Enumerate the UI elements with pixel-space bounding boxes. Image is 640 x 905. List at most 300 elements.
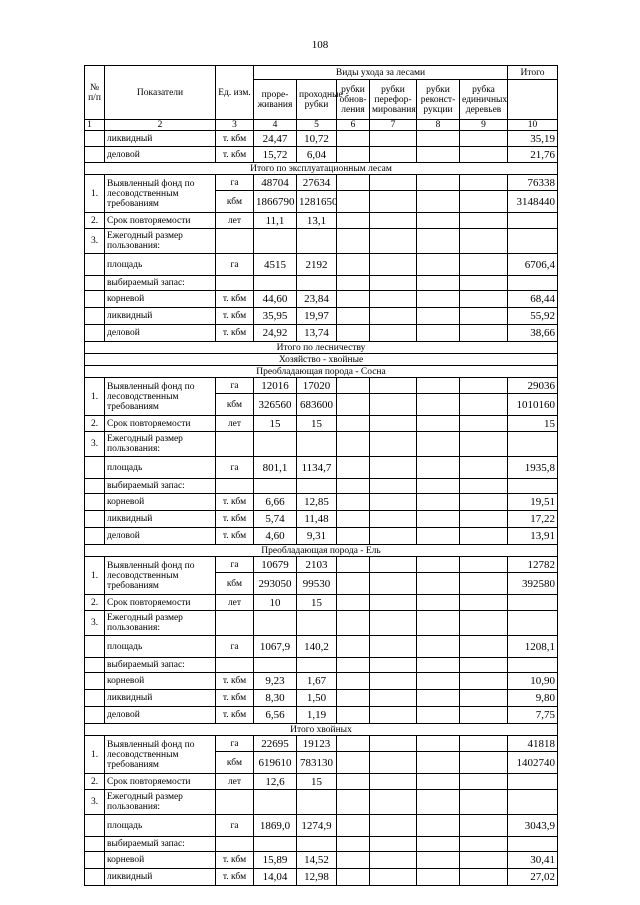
row-number: 1. — [85, 378, 105, 416]
num-cell — [85, 254, 105, 276]
empty-cell — [370, 690, 417, 707]
empty-cell — [370, 557, 417, 573]
num-cell — [85, 636, 105, 658]
empty-cell — [460, 416, 508, 432]
table-row — [85, 479, 558, 494]
value-passage: 99530 — [297, 573, 337, 595]
empty-cell — [370, 852, 417, 869]
indicator-label: Срок повторяемости — [105, 595, 216, 611]
empty-cell — [337, 611, 370, 636]
value-total: 3148440 — [508, 191, 558, 213]
empty-cell — [337, 416, 370, 432]
indicator-label: Выявленный фонд по лесоводственным требованиям — [105, 378, 216, 416]
unit-cell: т. кбм — [216, 528, 254, 545]
empty-cell — [297, 432, 337, 457]
empty-cell — [297, 837, 337, 852]
table-row — [85, 869, 558, 886]
value-thinning: 11,1 — [254, 213, 297, 229]
empty-cell — [370, 528, 417, 545]
value-passage: 1274,9 — [297, 815, 337, 837]
indicator-label: деловой — [105, 528, 216, 545]
empty-cell — [460, 690, 508, 707]
table-row — [85, 276, 558, 291]
section-header-row — [85, 354, 558, 366]
table-row — [85, 815, 558, 837]
value-thinning: 326560 — [254, 394, 297, 416]
empty-cell — [370, 736, 417, 752]
value-total: 10,90 — [508, 673, 558, 690]
unit-cell: т. кбм — [216, 707, 254, 724]
num-cell — [85, 869, 105, 886]
unit-cell: га — [216, 457, 254, 479]
empty-cell — [337, 869, 370, 886]
section-header: Хозяйство - хвойные — [85, 354, 558, 366]
table-row — [85, 325, 558, 342]
column-numbers-row — [85, 120, 558, 131]
row-number: 3. — [85, 790, 105, 815]
value-passage: 14,52 — [297, 852, 337, 869]
empty-cell — [370, 752, 417, 774]
empty-cell — [370, 595, 417, 611]
unit-cell: т. кбм — [216, 673, 254, 690]
section-header-row — [85, 163, 558, 175]
empty-cell — [370, 479, 417, 494]
value-thinning: 48704 — [254, 175, 297, 191]
empty-cell — [337, 479, 370, 494]
empty-cell — [370, 308, 417, 325]
value-total: 30,41 — [508, 852, 558, 869]
unit-cell: лет — [216, 595, 254, 611]
value-total: 76338 — [508, 175, 558, 191]
header-total-blank — [508, 80, 558, 120]
empty-cell — [370, 276, 417, 291]
indicator-label: выбираемый запас: — [105, 479, 216, 494]
column-number: 8 — [417, 120, 460, 131]
unit-cell: т. кбм — [216, 131, 254, 147]
unit-cell: га — [216, 175, 254, 191]
empty-cell — [417, 325, 460, 342]
value-total: 9,80 — [508, 690, 558, 707]
empty-cell — [460, 131, 508, 147]
empty-cell — [417, 869, 460, 886]
header-indicators: Показатели — [105, 66, 216, 120]
empty-cell — [460, 528, 508, 545]
value-total: 1010160 — [508, 394, 558, 416]
empty-cell — [417, 511, 460, 528]
value-passage: 15 — [297, 416, 337, 432]
header-unit: Ед. изм. — [216, 66, 254, 120]
unit-cell: т. кбм — [216, 308, 254, 325]
empty-cell — [460, 658, 508, 673]
table-row — [85, 707, 558, 724]
indicator-label: площадь — [105, 457, 216, 479]
num-cell — [85, 494, 105, 511]
empty-cell — [460, 707, 508, 724]
empty-cell — [417, 291, 460, 308]
unit-cell: кбм — [216, 573, 254, 595]
indicator-label: ликвидный — [105, 511, 216, 528]
indicator-label: выбираемый запас: — [105, 658, 216, 673]
value-passage: 12,98 — [297, 869, 337, 886]
empty-cell — [370, 378, 417, 394]
empty-cell — [460, 291, 508, 308]
empty-cell — [508, 432, 558, 457]
empty-cell — [417, 837, 460, 852]
value-passage: 6,04 — [297, 147, 337, 163]
indicator-label: выбираемый запас: — [105, 276, 216, 291]
value-passage: 13,74 — [297, 325, 337, 342]
indicator-label: Ежегодный размер пользования: — [105, 611, 216, 636]
value-passage: 2192 — [297, 254, 337, 276]
value-total: 15 — [508, 416, 558, 432]
empty-cell — [370, 229, 417, 254]
unit-cell: кбм — [216, 394, 254, 416]
value-total: 41818 — [508, 736, 558, 752]
value-thinning: 35,95 — [254, 308, 297, 325]
value-total: 12782 — [508, 557, 558, 573]
num-cell — [85, 511, 105, 528]
empty-cell — [254, 229, 297, 254]
empty-cell — [460, 254, 508, 276]
section-header: Итого по лесничеству — [85, 342, 558, 354]
indicator-label: корневой — [105, 673, 216, 690]
empty-cell — [417, 774, 460, 790]
empty-cell — [417, 658, 460, 673]
empty-cell — [417, 147, 460, 163]
unit-cell: т. кбм — [216, 325, 254, 342]
empty-cell — [337, 175, 370, 191]
value-passage: 2103 — [297, 557, 337, 573]
table-row — [85, 213, 558, 229]
num-cell — [85, 479, 105, 494]
empty-cell — [337, 308, 370, 325]
value-thinning: 1869,0 — [254, 815, 297, 837]
empty-cell — [370, 869, 417, 886]
empty-cell — [370, 457, 417, 479]
empty-cell — [460, 736, 508, 752]
value-total: 6706,4 — [508, 254, 558, 276]
value-passage: 19123 — [297, 736, 337, 752]
row-number: 1. — [85, 175, 105, 213]
unit-cell: т. кбм — [216, 291, 254, 308]
value-thinning: 4,60 — [254, 528, 297, 545]
table-body — [85, 131, 558, 886]
value-thinning: 12,6 — [254, 774, 297, 790]
empty-cell — [417, 595, 460, 611]
empty-cell — [460, 432, 508, 457]
forest-care-table — [84, 65, 558, 886]
empty-cell — [370, 432, 417, 457]
empty-cell — [460, 308, 508, 325]
indicator-label: Выявленный фонд по лесоводственным требованиям — [105, 557, 216, 595]
empty-cell — [460, 276, 508, 291]
value-thinning: 6,56 — [254, 707, 297, 724]
empty-cell — [297, 790, 337, 815]
indicator-label: корневой — [105, 291, 216, 308]
value-thinning: 24,47 — [254, 131, 297, 147]
empty-cell — [460, 479, 508, 494]
empty-cell — [417, 707, 460, 724]
section-header-row — [85, 545, 558, 557]
empty-cell — [460, 394, 508, 416]
empty-cell — [297, 611, 337, 636]
empty-cell — [337, 573, 370, 595]
empty-cell — [370, 707, 417, 724]
empty-cell — [417, 213, 460, 229]
table-row — [85, 378, 558, 394]
empty-cell — [417, 175, 460, 191]
value-passage: 783130 — [297, 752, 337, 774]
value-thinning: 14,04 — [254, 869, 297, 886]
indicator-label: деловой — [105, 325, 216, 342]
num-cell — [85, 276, 105, 291]
empty-cell — [370, 636, 417, 658]
value-passage: 1281650 — [297, 191, 337, 213]
empty-cell — [460, 752, 508, 774]
empty-cell — [337, 673, 370, 690]
column-number: 2 — [105, 120, 216, 131]
column-number: 6 — [337, 120, 370, 131]
table-row — [85, 557, 558, 573]
empty-cell — [337, 774, 370, 790]
empty-cell — [460, 191, 508, 213]
empty-cell — [417, 191, 460, 213]
empty-cell — [337, 378, 370, 394]
empty-cell — [216, 837, 254, 852]
empty-cell — [370, 611, 417, 636]
empty-cell — [508, 837, 558, 852]
empty-cell — [370, 658, 417, 673]
column-number: 1 — [85, 120, 105, 131]
header-col-single-trees: рубка единичных деревьев — [460, 80, 508, 120]
value-thinning: 24,92 — [254, 325, 297, 342]
empty-cell — [508, 479, 558, 494]
empty-cell — [417, 254, 460, 276]
empty-cell — [460, 852, 508, 869]
empty-cell — [417, 528, 460, 545]
header-col-thinning: прорe-живания — [254, 80, 297, 120]
value-total: 68,44 — [508, 291, 558, 308]
num-cell — [85, 837, 105, 852]
table-row — [85, 416, 558, 432]
empty-cell — [337, 191, 370, 213]
empty-cell — [337, 595, 370, 611]
empty-cell — [370, 325, 417, 342]
empty-cell — [460, 611, 508, 636]
unit-cell: т. кбм — [216, 869, 254, 886]
empty-cell — [370, 291, 417, 308]
empty-cell — [417, 852, 460, 869]
empty-cell — [337, 325, 370, 342]
section-header-row — [85, 366, 558, 378]
column-number: 10 — [508, 120, 558, 131]
indicator-label: ликвидный — [105, 308, 216, 325]
value-thinning: 1866790 — [254, 191, 297, 213]
empty-cell — [460, 325, 508, 342]
value-total: 27,02 — [508, 869, 558, 886]
row-number: 2. — [85, 595, 105, 611]
row-number: 1. — [85, 557, 105, 595]
empty-cell — [370, 774, 417, 790]
empty-cell — [417, 573, 460, 595]
indicator-label: Ежегодный размер пользования: — [105, 432, 216, 457]
header-col-reconstruction: рубки реконст-рукции — [417, 80, 460, 120]
indicator-label: Срок повторяемости — [105, 774, 216, 790]
empty-cell — [460, 229, 508, 254]
empty-cell — [417, 752, 460, 774]
empty-cell — [337, 229, 370, 254]
section-header: Итого по эксплуатационным лесам — [85, 163, 558, 175]
num-cell — [85, 528, 105, 545]
empty-cell — [337, 511, 370, 528]
value-total: 55,92 — [508, 308, 558, 325]
empty-cell — [417, 131, 460, 147]
table-row — [85, 611, 558, 636]
table-row — [85, 254, 558, 276]
empty-cell — [337, 494, 370, 511]
value-passage: 140,2 — [297, 636, 337, 658]
table-row — [85, 595, 558, 611]
empty-cell — [297, 276, 337, 291]
value-total: 7,75 — [508, 707, 558, 724]
empty-cell — [417, 229, 460, 254]
num-cell — [85, 690, 105, 707]
unit-cell: т. кбм — [216, 511, 254, 528]
value-passage: 15 — [297, 774, 337, 790]
indicator-label: площадь — [105, 815, 216, 837]
empty-cell — [337, 528, 370, 545]
empty-cell — [508, 658, 558, 673]
empty-cell — [216, 790, 254, 815]
value-passage: 27634 — [297, 175, 337, 191]
empty-cell — [254, 479, 297, 494]
header-col-reformation: рубки перефор-мирования — [370, 80, 417, 120]
empty-cell — [370, 131, 417, 147]
value-passage: 17020 — [297, 378, 337, 394]
indicator-label: площадь — [105, 254, 216, 276]
unit-cell: кбм — [216, 752, 254, 774]
row-number: 2. — [85, 774, 105, 790]
empty-cell — [370, 790, 417, 815]
empty-cell — [337, 394, 370, 416]
empty-cell — [337, 213, 370, 229]
empty-cell — [417, 394, 460, 416]
empty-cell — [460, 815, 508, 837]
num-cell — [85, 291, 105, 308]
unit-cell: га — [216, 636, 254, 658]
empty-cell — [460, 213, 508, 229]
empty-cell — [460, 774, 508, 790]
page-number: 108 — [311, 39, 329, 51]
value-thinning: 1067,9 — [254, 636, 297, 658]
unit-cell: га — [216, 254, 254, 276]
indicator-label: Ежегодный размер пользования: — [105, 229, 216, 254]
empty-cell — [370, 494, 417, 511]
value-thinning: 4515 — [254, 254, 297, 276]
num-cell — [85, 815, 105, 837]
empty-cell — [370, 254, 417, 276]
empty-cell — [216, 658, 254, 673]
num-cell — [85, 852, 105, 869]
empty-cell — [370, 191, 417, 213]
section-header: Преобладающая порода - Сосна — [85, 366, 558, 378]
value-total: 29036 — [508, 378, 558, 394]
row-number: 1. — [85, 736, 105, 774]
empty-cell — [337, 736, 370, 752]
table-row — [85, 511, 558, 528]
value-passage: 1,50 — [297, 690, 337, 707]
empty-cell — [337, 837, 370, 852]
indicator-label: Срок повторяемости — [105, 213, 216, 229]
value-passage: 1,19 — [297, 707, 337, 724]
unit-cell: лет — [216, 213, 254, 229]
num-cell — [85, 457, 105, 479]
value-thinning: 5,74 — [254, 511, 297, 528]
indicator-label: Срок повторяемости — [105, 416, 216, 432]
empty-cell — [337, 457, 370, 479]
empty-cell — [370, 573, 417, 595]
value-thinning: 9,23 — [254, 673, 297, 690]
indicator-label: корневой — [105, 494, 216, 511]
table-row — [85, 790, 558, 815]
unit-cell: т. кбм — [216, 147, 254, 163]
empty-cell — [460, 175, 508, 191]
empty-cell — [417, 736, 460, 752]
header-num: № п/п — [85, 66, 105, 120]
empty-cell — [417, 790, 460, 815]
empty-cell — [460, 636, 508, 658]
value-total — [508, 774, 558, 790]
empty-cell — [297, 229, 337, 254]
empty-cell — [216, 229, 254, 254]
empty-cell — [460, 557, 508, 573]
value-thinning: 293050 — [254, 573, 297, 595]
empty-cell — [460, 595, 508, 611]
value-passage: 10,72 — [297, 131, 337, 147]
value-thinning: 801,1 — [254, 457, 297, 479]
empty-cell — [417, 479, 460, 494]
empty-cell — [460, 790, 508, 815]
empty-cell — [460, 511, 508, 528]
unit-cell: т. кбм — [216, 494, 254, 511]
indicator-label: Выявленный фонд по лесоводственным требованиям — [105, 736, 216, 774]
value-total: 17,22 — [508, 511, 558, 528]
empty-cell — [337, 815, 370, 837]
value-total: 1402740 — [508, 752, 558, 774]
empty-cell — [417, 494, 460, 511]
value-passage: 13,1 — [297, 213, 337, 229]
empty-cell — [508, 790, 558, 815]
table-row — [85, 690, 558, 707]
value-thinning: 10679 — [254, 557, 297, 573]
empty-cell — [337, 147, 370, 163]
value-thinning: 8,30 — [254, 690, 297, 707]
empty-cell — [460, 837, 508, 852]
num-cell — [85, 308, 105, 325]
unit-cell: га — [216, 736, 254, 752]
empty-cell — [417, 673, 460, 690]
empty-cell — [254, 790, 297, 815]
empty-cell — [370, 213, 417, 229]
unit-cell: га — [216, 378, 254, 394]
table-row — [85, 308, 558, 325]
column-number: 4 — [254, 120, 297, 131]
table-row — [85, 736, 558, 752]
value-passage: 23,84 — [297, 291, 337, 308]
empty-cell — [254, 611, 297, 636]
table-row — [85, 528, 558, 545]
indicator-label: деловой — [105, 147, 216, 163]
